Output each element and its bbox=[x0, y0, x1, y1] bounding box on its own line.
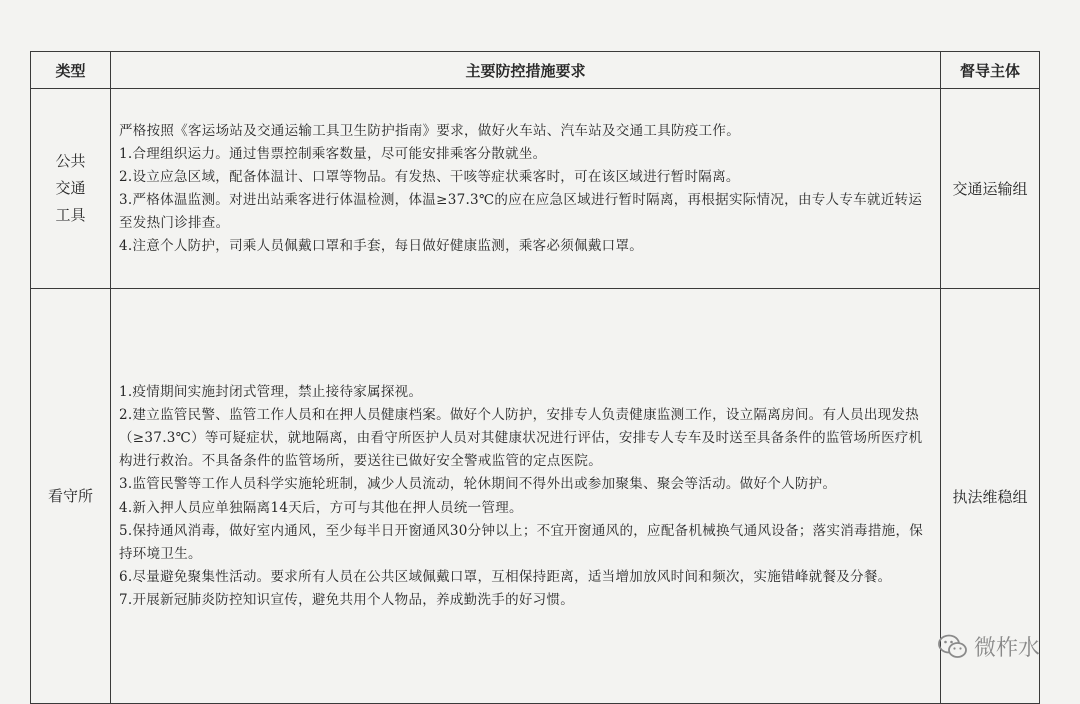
requirement-line: 3.严格体温监测。对进出站乘客进行体温检测，体温≥37.3℃的应在应急区域进行暂时隔离，再根据实际情况，由专人专车就近转运至发热门诊排查。 bbox=[119, 192, 923, 232]
requirement-line: 7.开展新冠肺炎防控知识宣传，避免共用个人物品，养成勤洗手的好习惯。 bbox=[119, 591, 575, 608]
requirement-line: 3.监管民警等工作人员科学实施轮班制，减少人员流动，轮休期间不得外出或参加聚集、聚会等活动。做好个人防护。 bbox=[119, 476, 837, 493]
watermark bbox=[938, 631, 1040, 662]
header-requirements: 主要防控措施要求 bbox=[111, 52, 941, 89]
requirement-line: 1.疫情期间实施封闭式管理，禁止接待家属探视。 bbox=[119, 384, 423, 401]
row-type: 看守所 bbox=[31, 289, 111, 704]
wechat-icon bbox=[938, 634, 968, 660]
row-requirements bbox=[111, 89, 941, 289]
requirement-line: 严格按照《客运场站及交通运输工具卫生防护指南》要求，做好火车站、汽车站及交通工具防疫工作。 bbox=[119, 122, 740, 139]
requirement-line: 2.建立监管民警、监管工作人员和在押人员健康档案。做好个人防护，安排专人负责健康监测工作，设立隔离房间。有人员出现发热（≥37.3℃）等可疑症状，就地隔离，由看守所医护人员对其健康状况进行评估，安排专人专车及时送至具备条件的监管场所医疗机构进行救治。不具备条件的监管场所，要送往已做好安全警戒监管的定点医院。 bbox=[119, 407, 923, 470]
requirement-line: 4.注意个人防护，司乘人员佩戴口罩和手套，每日做好健康监测，乘客必须佩戴口罩。 bbox=[119, 238, 644, 255]
row-owner: 交通运输组 bbox=[941, 89, 1040, 289]
requirement-line: 6.尽量避免聚集性活动。要求所有人员在公共区域佩戴口罩，互相保持距离，适当增加放风时间和频次，实施错峰就餐及分餐。 bbox=[119, 568, 892, 585]
row-type: 公共交通工具 bbox=[31, 89, 111, 289]
measures-table bbox=[30, 51, 1040, 704]
table-row bbox=[31, 289, 1040, 704]
watermark-text: 微柞水 bbox=[974, 636, 1041, 661]
row-owner: 执法维稳组 bbox=[941, 289, 1040, 704]
table-row bbox=[31, 89, 1040, 289]
requirement-line: 1.合理组织运力。通过售票控制乘客数量，尽可能安排乘客分散就坐。 bbox=[119, 145, 547, 162]
table-header-row bbox=[31, 52, 1040, 89]
requirement-line: 4.新入押人员应单独隔离14天后，方可与其他在押人员统一管理。 bbox=[119, 499, 523, 516]
requirement-line: 5.保持通风消毒，做好室内通风，至少每半日开窗通风30分钟以上；不宜开窗通风的，应配备机械换气通风设备；落实消毒措施，保持环境卫生。 bbox=[119, 522, 924, 562]
header-type: 类型 bbox=[31, 52, 111, 89]
row-requirements bbox=[111, 289, 941, 704]
requirement-line: 2.设立应急区域，配备体温计、口罩等物品。有发热、干咳等症状乘客时，可在该区域进行暂时隔离。 bbox=[119, 168, 740, 185]
header-owner: 督导主体 bbox=[941, 52, 1040, 89]
